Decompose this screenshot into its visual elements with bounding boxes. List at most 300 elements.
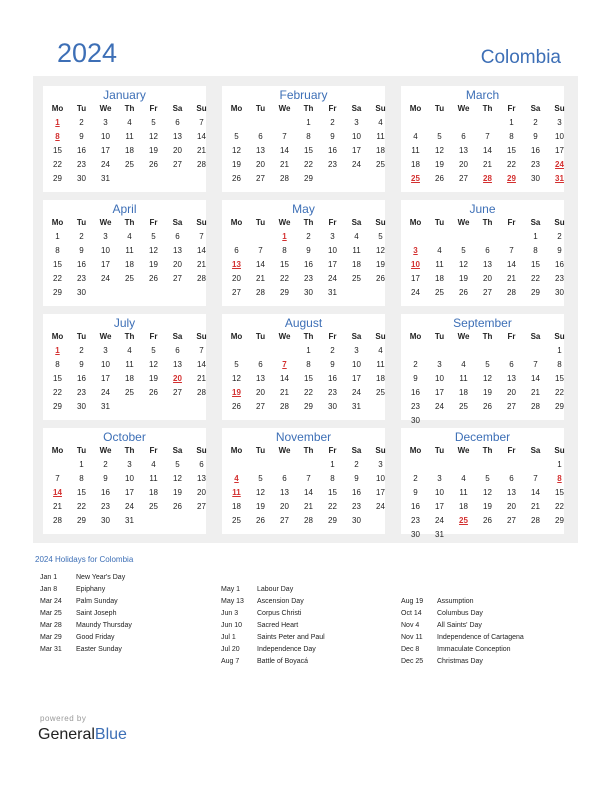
day-cell: 15 xyxy=(531,260,540,269)
weekday-header: Mo xyxy=(409,104,422,113)
holiday-name: Good Friday xyxy=(76,634,115,641)
day-cell: 21 xyxy=(197,146,206,155)
weekday-header: Sa xyxy=(172,446,183,455)
day-cell: 9 xyxy=(79,360,84,369)
brand-general: General xyxy=(38,726,95,743)
weekday-header: Fr xyxy=(149,218,158,227)
weekday-header: Tu xyxy=(255,218,266,227)
day-cell: 15 xyxy=(555,488,564,497)
day-cell: 2 xyxy=(330,346,335,355)
day-cell: 27 xyxy=(256,402,265,411)
day-cell: 27 xyxy=(280,516,289,525)
day-cell: 5 xyxy=(461,246,466,255)
day-cell: 24 xyxy=(101,274,110,283)
day-cell: 30 xyxy=(411,530,420,539)
day-cell: 7 xyxy=(199,232,204,241)
day-cell: 22 xyxy=(507,160,516,169)
month-may xyxy=(222,200,385,306)
day-cell: 20 xyxy=(483,274,492,283)
weekday-header: Th xyxy=(482,218,493,227)
weekday-header: Su xyxy=(554,104,565,113)
holiday-day-cell: 1 xyxy=(55,346,60,355)
holiday-date: Nov 11 xyxy=(401,634,423,641)
day-cell: 5 xyxy=(234,132,239,141)
day-cell: 8 xyxy=(330,474,335,483)
day-cell: 14 xyxy=(197,132,206,141)
day-cell: 1 xyxy=(306,346,311,355)
day-cell: 24 xyxy=(435,402,444,411)
weekday-header: Sa xyxy=(351,332,362,341)
day-cell: 12 xyxy=(149,246,158,255)
day-cell: 5 xyxy=(258,474,263,483)
holiday-date: Jan 8 xyxy=(40,586,58,593)
day-cell: 26 xyxy=(483,516,492,525)
day-cell: 8 xyxy=(55,246,60,255)
day-cell: 20 xyxy=(256,160,265,169)
month-title: September xyxy=(453,316,512,330)
day-cell: 4 xyxy=(354,232,359,241)
day-cell: 20 xyxy=(459,160,468,169)
weekday-header: Tu xyxy=(76,332,87,341)
day-cell: 20 xyxy=(256,388,265,397)
weekday-header: Th xyxy=(482,446,493,455)
day-cell: 25 xyxy=(352,274,361,283)
day-cell: 11 xyxy=(149,474,158,483)
day-cell: 23 xyxy=(555,274,564,283)
day-cell: 17 xyxy=(555,146,564,155)
day-cell: 10 xyxy=(125,474,134,483)
day-cell: 3 xyxy=(378,460,383,469)
day-cell: 3 xyxy=(557,118,562,127)
day-cell: 12 xyxy=(435,146,444,155)
day-cell: 4 xyxy=(378,346,383,355)
day-cell: 12 xyxy=(173,474,182,483)
day-cell: 24 xyxy=(435,516,444,525)
day-cell: 26 xyxy=(173,502,182,511)
day-cell: 17 xyxy=(435,388,444,397)
day-cell: 1 xyxy=(557,460,562,469)
day-cell: 16 xyxy=(411,502,420,511)
holiday-name: Independence of Cartagena xyxy=(437,634,524,641)
day-cell: 21 xyxy=(483,160,492,169)
day-cell: 26 xyxy=(232,174,241,183)
month-september xyxy=(401,314,565,425)
day-cell: 2 xyxy=(557,232,562,241)
day-cell: 26 xyxy=(435,174,444,183)
day-cell: 13 xyxy=(173,132,182,141)
day-cell: 8 xyxy=(282,246,287,255)
day-cell: 25 xyxy=(459,402,468,411)
day-cell: 27 xyxy=(173,160,182,169)
day-cell: 6 xyxy=(461,132,466,141)
day-cell: 7 xyxy=(533,474,538,483)
day-cell: 15 xyxy=(304,374,313,383)
holiday-day-cell: 3 xyxy=(413,246,418,255)
day-cell: 19 xyxy=(149,146,158,155)
day-cell: 23 xyxy=(328,388,337,397)
day-cell: 11 xyxy=(459,374,468,383)
day-cell: 13 xyxy=(507,488,516,497)
weekday-header: Tu xyxy=(255,332,266,341)
day-cell: 18 xyxy=(376,374,385,383)
weekday-header: Fr xyxy=(328,446,337,455)
holiday-day-cell: 7 xyxy=(282,360,287,369)
weekday-header: We xyxy=(278,332,291,341)
holiday-day-cell: 19 xyxy=(232,388,241,397)
day-cell: 7 xyxy=(199,346,204,355)
weekday-header: Mo xyxy=(51,446,64,455)
weekday-header: We xyxy=(278,218,291,227)
day-cell: 6 xyxy=(509,474,514,483)
day-cell: 13 xyxy=(197,474,206,483)
day-cell: 29 xyxy=(555,402,564,411)
month-december xyxy=(401,428,565,539)
holiday-date: Aug 7 xyxy=(221,658,240,665)
month-title: April xyxy=(112,202,137,216)
day-cell: 13 xyxy=(280,488,289,497)
holidays-title: 2024 Holidays for Colombia xyxy=(35,555,134,564)
weekday-header: Sa xyxy=(530,332,541,341)
weekday-header: Su xyxy=(196,104,207,113)
weekday-header: Tu xyxy=(434,218,445,227)
day-cell: 26 xyxy=(459,288,468,297)
weekday-header: Sa xyxy=(351,446,362,455)
day-cell: 5 xyxy=(485,360,490,369)
holiday-day-cell: 20 xyxy=(173,374,182,383)
holiday-date: Dec 25 xyxy=(401,658,424,665)
weekday-header: Sa xyxy=(172,104,183,113)
day-cell: 31 xyxy=(101,174,110,183)
month-january xyxy=(43,86,206,192)
day-cell: 20 xyxy=(173,260,182,269)
holiday-day-cell: 10 xyxy=(411,260,420,269)
day-cell: 23 xyxy=(77,160,86,169)
day-cell: 11 xyxy=(459,488,468,497)
day-cell: 26 xyxy=(232,402,241,411)
day-cell: 29 xyxy=(304,174,313,183)
day-cell: 12 xyxy=(483,488,492,497)
month-june xyxy=(401,200,564,306)
holiday-name: Christmas Day xyxy=(437,658,483,665)
month-title: January xyxy=(103,88,146,102)
day-cell: 15 xyxy=(304,146,313,155)
day-cell: 10 xyxy=(555,132,564,141)
day-cell: 14 xyxy=(507,260,516,269)
weekday-header: We xyxy=(99,218,112,227)
day-cell: 17 xyxy=(435,502,444,511)
day-cell: 28 xyxy=(53,516,62,525)
day-cell: 22 xyxy=(555,388,564,397)
day-cell: 19 xyxy=(376,260,385,269)
day-cell: 1 xyxy=(306,118,311,127)
day-cell: 3 xyxy=(437,474,442,483)
day-cell: 19 xyxy=(232,160,241,169)
day-cell: 23 xyxy=(531,160,540,169)
day-cell: 15 xyxy=(280,260,289,269)
day-cell: 27 xyxy=(173,274,182,283)
weekday-header: Sa xyxy=(530,446,541,455)
day-cell: 10 xyxy=(376,474,385,483)
day-cell: 8 xyxy=(557,360,562,369)
day-cell: 26 xyxy=(483,402,492,411)
day-cell: 27 xyxy=(232,288,241,297)
weekday-header: Fr xyxy=(149,446,158,455)
day-cell: 6 xyxy=(485,246,490,255)
weekday-header: Fr xyxy=(328,218,337,227)
weekday-header: Mo xyxy=(230,446,243,455)
day-cell: 30 xyxy=(77,288,86,297)
day-cell: 31 xyxy=(125,516,134,525)
day-cell: 31 xyxy=(328,288,337,297)
day-cell: 9 xyxy=(330,360,335,369)
day-cell: 21 xyxy=(507,274,516,283)
day-cell: 14 xyxy=(280,374,289,383)
day-cell: 8 xyxy=(509,132,514,141)
day-cell: 4 xyxy=(413,132,418,141)
day-cell: 12 xyxy=(232,146,241,155)
holiday-date: Mar 25 xyxy=(40,610,62,617)
day-cell: 16 xyxy=(328,146,337,155)
day-cell: 9 xyxy=(413,488,418,497)
day-cell: 18 xyxy=(232,502,241,511)
holiday-day-cell: 1 xyxy=(282,232,287,241)
weekday-header: Mo xyxy=(409,332,422,341)
day-cell: 15 xyxy=(77,488,86,497)
month-title: July xyxy=(113,316,136,330)
day-cell: 21 xyxy=(531,502,540,511)
day-cell: 20 xyxy=(507,388,516,397)
holiday-day-cell: 24 xyxy=(555,160,564,169)
day-cell: 19 xyxy=(256,502,265,511)
month-title: May xyxy=(292,202,315,216)
day-cell: 14 xyxy=(531,374,540,383)
day-cell: 4 xyxy=(461,360,466,369)
day-cell: 17 xyxy=(411,274,420,283)
day-cell: 14 xyxy=(531,488,540,497)
day-cell: 29 xyxy=(531,288,540,297)
day-cell: 28 xyxy=(197,160,206,169)
holiday-date: May 13 xyxy=(221,598,244,605)
day-cell: 4 xyxy=(461,474,466,483)
weekday-header: We xyxy=(457,218,470,227)
day-cell: 29 xyxy=(77,516,86,525)
day-cell: 14 xyxy=(256,260,265,269)
day-cell: 31 xyxy=(435,530,444,539)
day-cell: 19 xyxy=(149,260,158,269)
weekday-header: Th xyxy=(303,104,314,113)
day-cell: 31 xyxy=(101,402,110,411)
day-cell: 27 xyxy=(507,402,516,411)
day-cell: 11 xyxy=(125,132,134,141)
holiday-day-cell: 31 xyxy=(555,174,564,183)
day-cell: 2 xyxy=(103,460,108,469)
day-cell: 27 xyxy=(507,516,516,525)
day-cell: 18 xyxy=(125,146,134,155)
day-cell: 28 xyxy=(197,388,206,397)
day-cell: 25 xyxy=(125,274,134,283)
brand-logo[interactable] xyxy=(38,726,127,744)
day-cell: 9 xyxy=(557,246,562,255)
day-cell: 22 xyxy=(328,502,337,511)
day-cell: 25 xyxy=(376,388,385,397)
day-cell: 15 xyxy=(507,146,516,155)
day-cell: 17 xyxy=(125,488,134,497)
day-cell: 25 xyxy=(149,502,158,511)
weekday-header: Sa xyxy=(351,104,362,113)
day-cell: 6 xyxy=(509,360,514,369)
weekday-header: Su xyxy=(554,218,565,227)
weekday-header: Mo xyxy=(409,446,422,455)
holiday-date: Aug 19 xyxy=(401,598,424,605)
weekday-header: Fr xyxy=(507,446,516,455)
day-cell: 9 xyxy=(306,246,311,255)
day-cell: 18 xyxy=(376,146,385,155)
day-cell: 6 xyxy=(258,132,263,141)
day-cell: 21 xyxy=(53,502,62,511)
day-cell: 21 xyxy=(304,502,313,511)
day-cell: 7 xyxy=(485,132,490,141)
month-august xyxy=(222,314,385,420)
weekday-header: We xyxy=(278,104,291,113)
day-cell: 19 xyxy=(435,160,444,169)
holiday-date: Oct 14 xyxy=(401,610,422,617)
year-title: 2024 xyxy=(57,38,118,68)
holiday-date: Jun 3 xyxy=(221,610,239,617)
day-cell: 28 xyxy=(304,516,313,525)
day-cell: 8 xyxy=(306,132,311,141)
day-cell: 9 xyxy=(79,132,84,141)
holiday-date: May 1 xyxy=(221,586,241,593)
holiday-name: Assumption xyxy=(437,598,474,605)
day-cell: 19 xyxy=(459,274,468,283)
day-cell: 23 xyxy=(411,516,420,525)
holiday-name: Saint Joseph xyxy=(76,610,117,617)
day-cell: 17 xyxy=(101,374,110,383)
day-cell: 30 xyxy=(77,174,86,183)
month-title: March xyxy=(465,88,500,102)
day-cell: 23 xyxy=(304,274,313,283)
day-cell: 12 xyxy=(232,374,241,383)
day-cell: 7 xyxy=(199,118,204,127)
day-cell: 20 xyxy=(173,146,182,155)
weekday-header: We xyxy=(278,446,291,455)
day-cell: 3 xyxy=(437,360,442,369)
weekday-header: Su xyxy=(554,446,565,455)
holiday-day-cell: 28 xyxy=(483,174,492,183)
weekday-header: Mo xyxy=(51,218,64,227)
weekday-header: We xyxy=(99,446,112,455)
weekday-header: Mo xyxy=(51,104,64,113)
weekday-header: Th xyxy=(124,446,135,455)
day-cell: 22 xyxy=(304,388,313,397)
month-october xyxy=(43,428,206,534)
weekday-header: Fr xyxy=(328,104,337,113)
day-cell: 16 xyxy=(531,146,540,155)
day-cell: 2 xyxy=(79,232,84,241)
holiday-day-cell: 4 xyxy=(234,474,239,483)
weekday-header: Tu xyxy=(76,218,87,227)
day-cell: 27 xyxy=(459,174,468,183)
day-cell: 7 xyxy=(306,474,311,483)
day-cell: 6 xyxy=(199,460,204,469)
day-cell: 23 xyxy=(352,502,361,511)
day-cell: 29 xyxy=(555,516,564,525)
day-cell: 11 xyxy=(435,260,444,269)
day-cell: 3 xyxy=(330,232,335,241)
day-cell: 12 xyxy=(149,132,158,141)
day-cell: 16 xyxy=(77,146,86,155)
weekday-header: Mo xyxy=(230,218,243,227)
day-cell: 22 xyxy=(53,160,62,169)
month-november xyxy=(222,428,385,534)
holiday-date: Jul 20 xyxy=(221,646,240,653)
holiday-date: Mar 24 xyxy=(40,598,62,605)
day-cell: 3 xyxy=(354,118,359,127)
day-cell: 4 xyxy=(378,118,383,127)
day-cell: 21 xyxy=(531,388,540,397)
day-cell: 11 xyxy=(411,146,420,155)
day-cell: 25 xyxy=(376,160,385,169)
day-cell: 23 xyxy=(328,160,337,169)
weekday-header: Tu xyxy=(255,446,266,455)
day-cell: 5 xyxy=(378,232,383,241)
day-cell: 21 xyxy=(280,388,289,397)
day-cell: 16 xyxy=(77,260,86,269)
day-cell: 8 xyxy=(55,360,60,369)
day-cell: 12 xyxy=(149,360,158,369)
day-cell: 10 xyxy=(101,246,110,255)
day-cell: 27 xyxy=(483,288,492,297)
day-cell: 14 xyxy=(197,246,206,255)
holiday-day-cell: 11 xyxy=(232,488,241,497)
day-cell: 18 xyxy=(459,388,468,397)
month-title: October xyxy=(103,430,146,444)
day-cell: 26 xyxy=(149,160,158,169)
day-cell: 30 xyxy=(77,402,86,411)
day-cell: 27 xyxy=(197,502,206,511)
day-cell: 10 xyxy=(101,132,110,141)
day-cell: 8 xyxy=(533,246,538,255)
day-cell: 17 xyxy=(352,146,361,155)
day-cell: 24 xyxy=(125,502,134,511)
weekday-header: Fr xyxy=(507,218,516,227)
day-cell: 13 xyxy=(256,146,265,155)
weekday-header: Sa xyxy=(351,218,362,227)
day-cell: 29 xyxy=(304,402,313,411)
day-cell: 18 xyxy=(125,260,134,269)
day-cell: 19 xyxy=(173,488,182,497)
day-cell: 13 xyxy=(459,146,468,155)
day-cell: 5 xyxy=(485,474,490,483)
weekday-header: Th xyxy=(124,218,135,227)
day-cell: 30 xyxy=(555,288,564,297)
weekday-header: Th xyxy=(303,332,314,341)
weekday-header: Su xyxy=(375,104,386,113)
day-cell: 8 xyxy=(79,474,84,483)
day-cell: 14 xyxy=(197,360,206,369)
day-cell: 9 xyxy=(533,132,538,141)
weekday-header: Th xyxy=(482,104,493,113)
powered-by-text: powered by xyxy=(40,714,87,723)
day-cell: 29 xyxy=(53,174,62,183)
weekday-header: We xyxy=(99,104,112,113)
day-cell: 20 xyxy=(507,502,516,511)
day-cell: 5 xyxy=(437,132,442,141)
day-cell: 18 xyxy=(411,160,420,169)
day-cell: 20 xyxy=(280,502,289,511)
day-cell: 22 xyxy=(53,388,62,397)
holiday-day-cell: 25 xyxy=(411,174,420,183)
